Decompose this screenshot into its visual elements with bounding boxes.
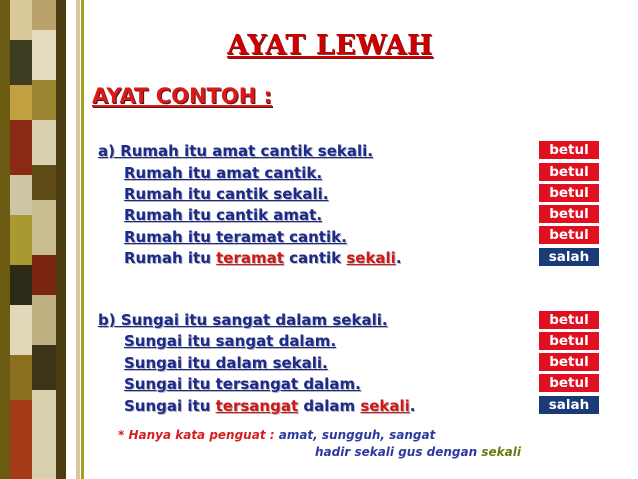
note-line-1: [118, 428, 435, 442]
section-subtitle: AYAT CONTOH :: [92, 84, 272, 108]
status-badge: betul: [539, 311, 599, 330]
status-badge: betul: [539, 184, 599, 203]
redundant-word: tersangat: [215, 397, 299, 415]
example-a-line-1: a) Rumah itu amat cantik sekali.: [98, 142, 373, 160]
status-badge: betul: [539, 353, 599, 372]
example-a-line-2: Rumah itu amat cantik.: [124, 164, 323, 182]
note-line-2: [315, 445, 521, 459]
note-words: hadir sekali gus dengan: [315, 445, 478, 459]
decorative-bar-right: [81, 0, 84, 479]
redundant-word: teramat: [216, 249, 284, 267]
note-word-last: sekali: [481, 445, 521, 459]
note-label: * Hanya kata penguat :: [118, 428, 275, 442]
example-b-line-2: Sungai itu sangat dalam.: [124, 332, 337, 350]
status-badge: betul: [539, 374, 599, 393]
decorative-bar-left: [76, 0, 80, 479]
status-badge: betul: [539, 163, 599, 182]
example-a-line-5: Rumah itu teramat cantik.: [124, 228, 347, 246]
note-words: amat, sungguh, sangat: [278, 428, 436, 442]
status-badge: betul: [539, 205, 599, 224]
redundant-word: sekali: [360, 397, 410, 415]
status-badge: betul: [539, 226, 599, 245]
example-b-line-1: b) Sungai itu sangat dalam sekali.: [98, 311, 388, 329]
example-b-line-5: Sungai itu tersangat dalam sekali.: [124, 397, 416, 415]
status-badge: betul: [539, 141, 599, 160]
example-a-line-3: Rumah itu cantik sekali.: [124, 185, 329, 203]
page-title: AYAT LEWAH: [227, 30, 433, 61]
example-b-line-4: Sungai itu tersangat dalam.: [124, 375, 361, 393]
example-a-line-4: Rumah itu cantik amat.: [124, 206, 323, 224]
decorative-stripe: [0, 0, 66, 479]
status-badge: salah: [539, 248, 599, 267]
example-b-line-3: Sungai itu dalam sekali.: [124, 354, 328, 372]
status-badge: betul: [539, 332, 599, 351]
redundant-word: sekali: [346, 249, 396, 267]
example-a-line-6: Rumah itu teramat cantik sekali.: [124, 249, 402, 267]
status-badge: salah: [539, 396, 599, 415]
